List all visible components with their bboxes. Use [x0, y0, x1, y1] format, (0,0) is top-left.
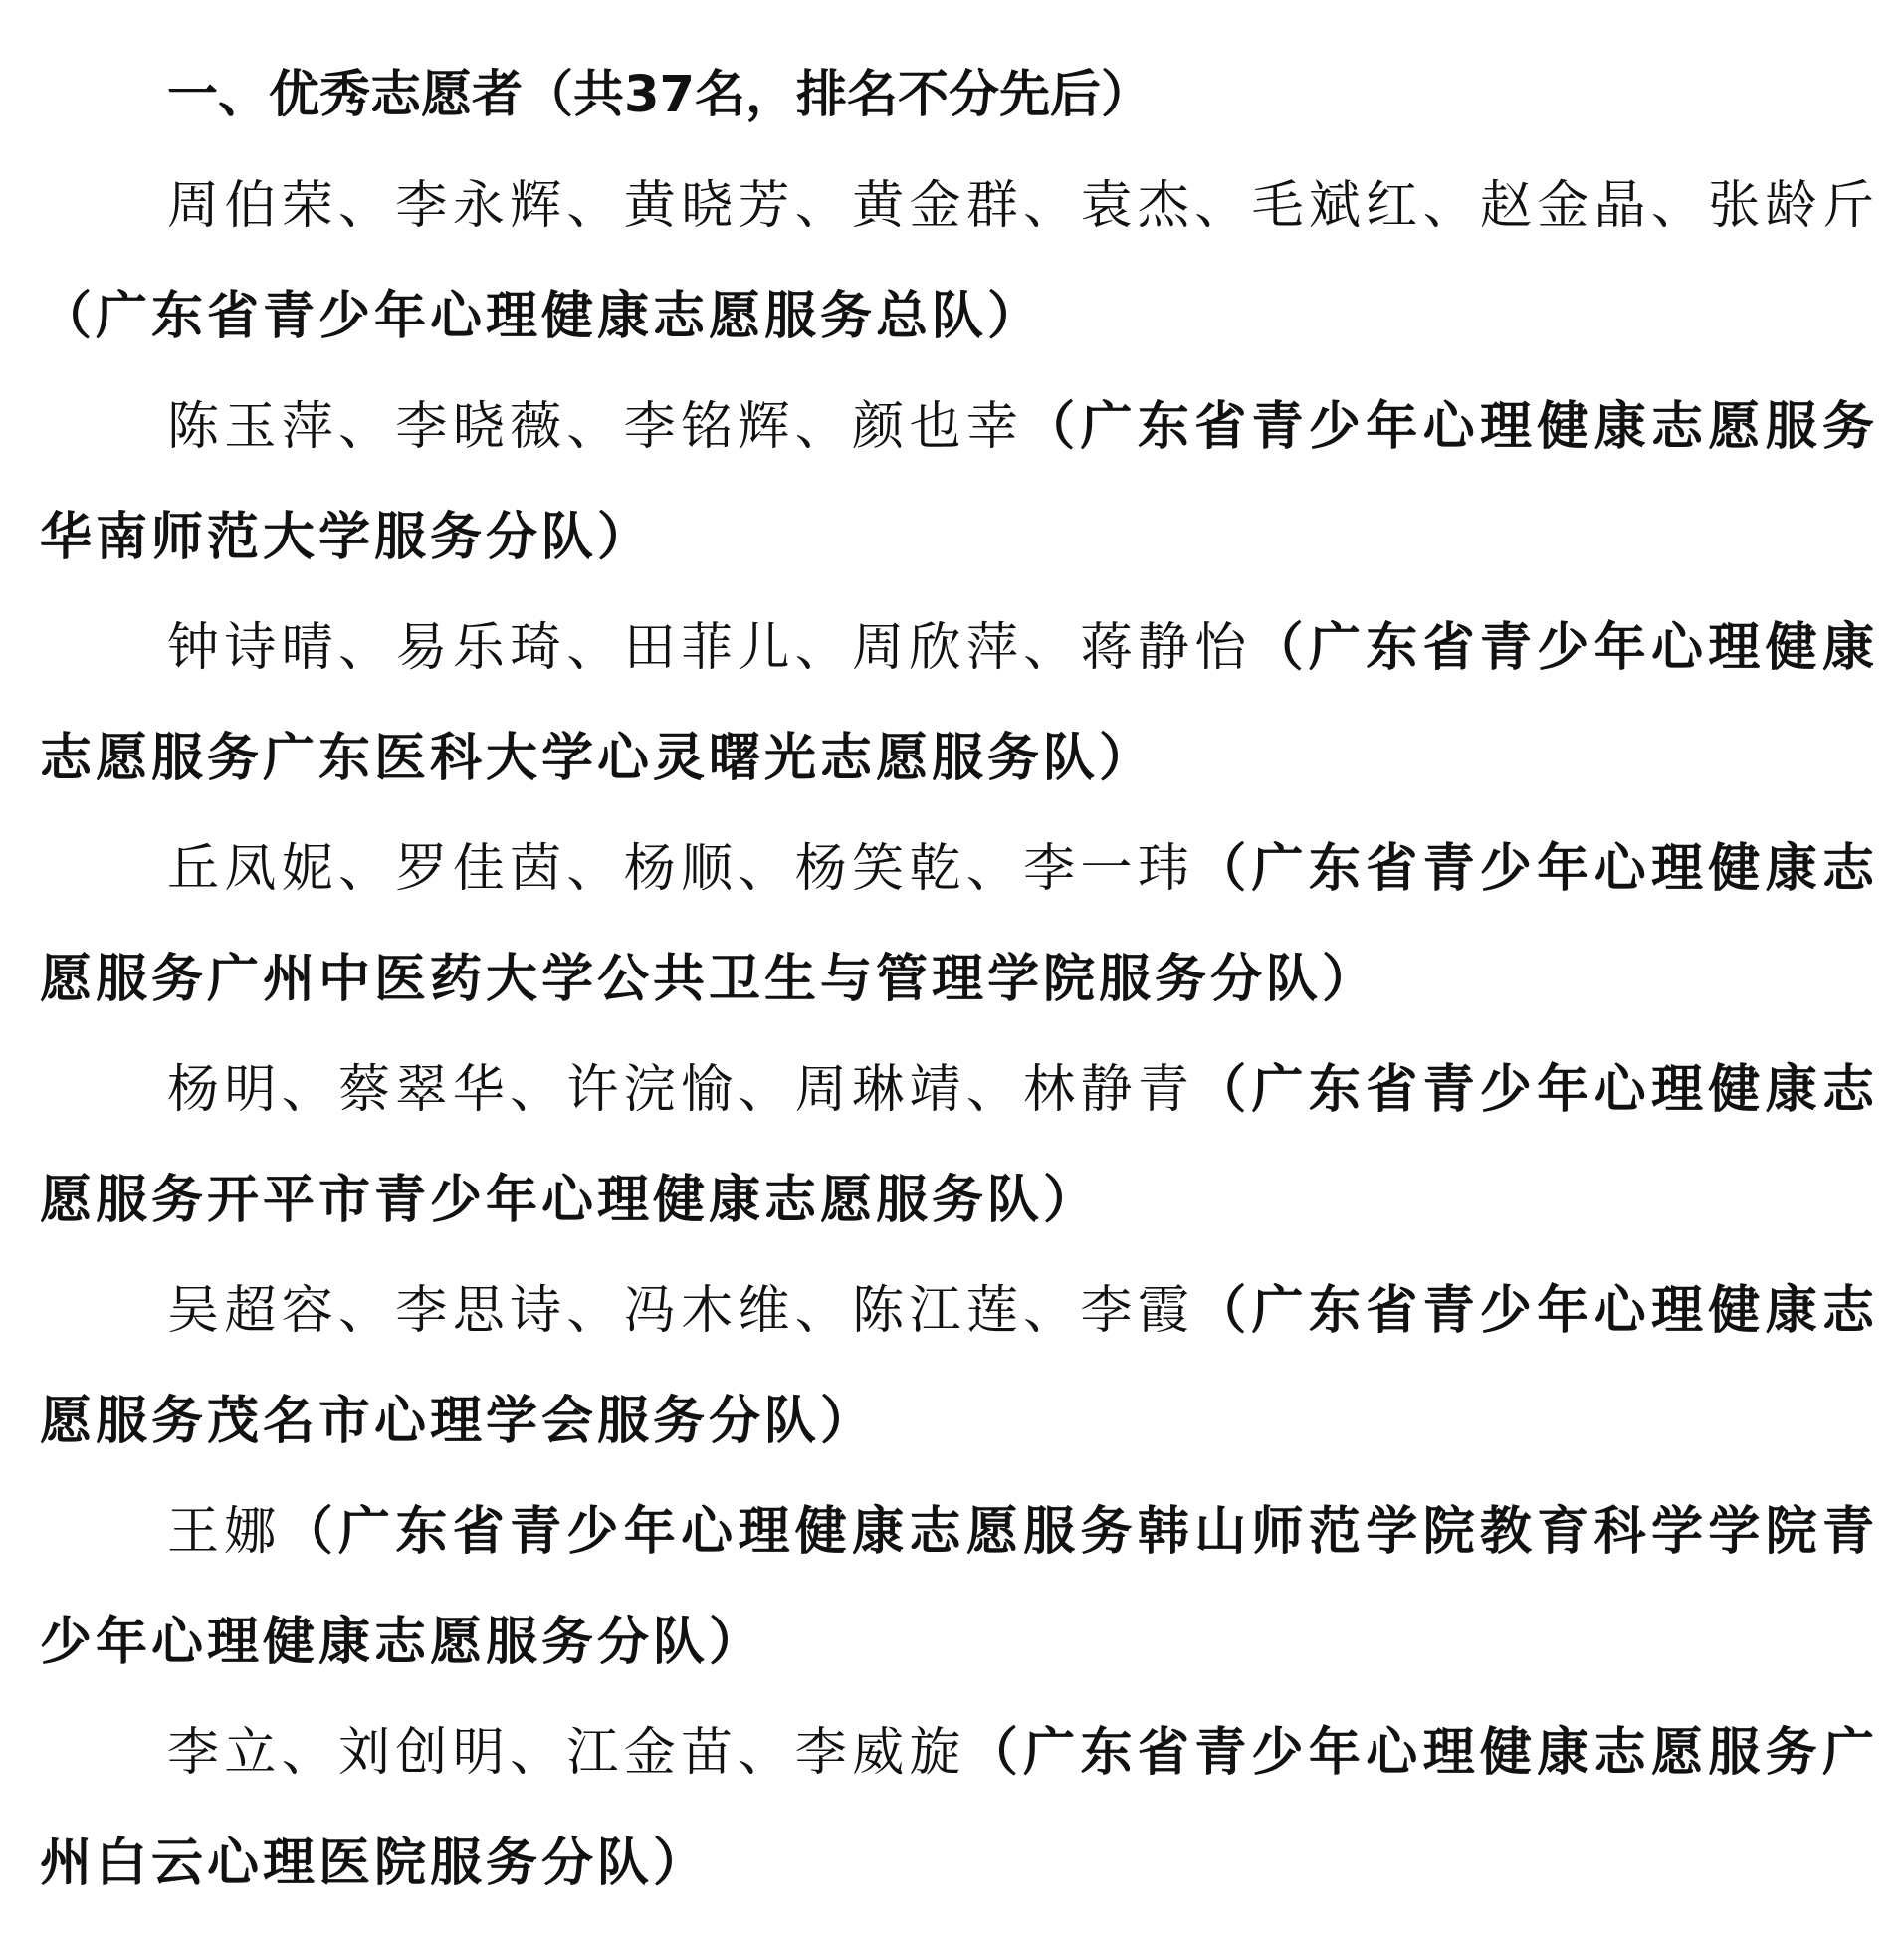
entry-organization: （广东省青少年心理健康志愿服务广东医科大学心灵曙光志愿服务队） [40, 618, 1878, 788]
entry-organization: （广东省青少年心理健康志愿服务华南师范大学服务分队） [40, 397, 1878, 567]
entry-names: 吴超容、李思诗、冯木维、陈江莲、李霞 [167, 1281, 1195, 1341]
entry-names: 李立、刘创明、江金苗、李威旋 [167, 1723, 966, 1783]
entry-organization: （广东省青少年心理健康志愿服务总队） [40, 287, 1044, 346]
entry-3 [40, 593, 1878, 814]
entry-names: 周伯荣、李永辉、黄晓芳、黄金群、袁杰、毛斌红、赵金晶、张龄斤 [167, 176, 1878, 236]
entry-1 [40, 151, 1878, 372]
entry-names: 丘凤妮、罗佳茵、杨顺、杨笑乾、李一玮 [167, 839, 1195, 899]
entry-organization: （广东省青少年心理健康志愿服务广州白云心理医院服务分队） [40, 1723, 1878, 1893]
entry-names: 钟诗晴、易乐琦、田菲儿、周欣萍、蒋静怡 [167, 618, 1252, 678]
entry-organization: （广东省青少年心理健康志愿服务韩山师范学院教育科学学院青少年心理健康志愿服务分队） [40, 1502, 1878, 1672]
section-heading: 一、优秀志愿者（共37名，排名不分先后） [167, 66, 1152, 124]
entry-organization: （广东省青少年心理健康志愿服务茂名市心理学会服务分队） [40, 1281, 1878, 1451]
entry-7 [40, 1477, 1878, 1698]
entry-2 [40, 372, 1878, 593]
entry-8 [40, 1698, 1878, 1919]
entry-names: 陈玉萍、李晓薇、李铭辉、颜也幸 [167, 397, 1024, 457]
entry-organization: （广东省青少年心理健康志愿服务广州中医药大学公共卫生与管理学院服务分队） [40, 839, 1878, 1009]
entry-names: 杨明、蔡翠华、许浣愉、周琳靖、林静青 [167, 1060, 1195, 1120]
document-page [40, 40, 1878, 1919]
entry-organization: （广东省青少年心理健康志愿服务开平市青少年心理健康志愿服务队） [40, 1060, 1878, 1230]
entry-5 [40, 1035, 1878, 1256]
entry-names: 王娜 [167, 1502, 282, 1562]
entry-4 [40, 814, 1878, 1035]
entry-6 [40, 1256, 1878, 1477]
